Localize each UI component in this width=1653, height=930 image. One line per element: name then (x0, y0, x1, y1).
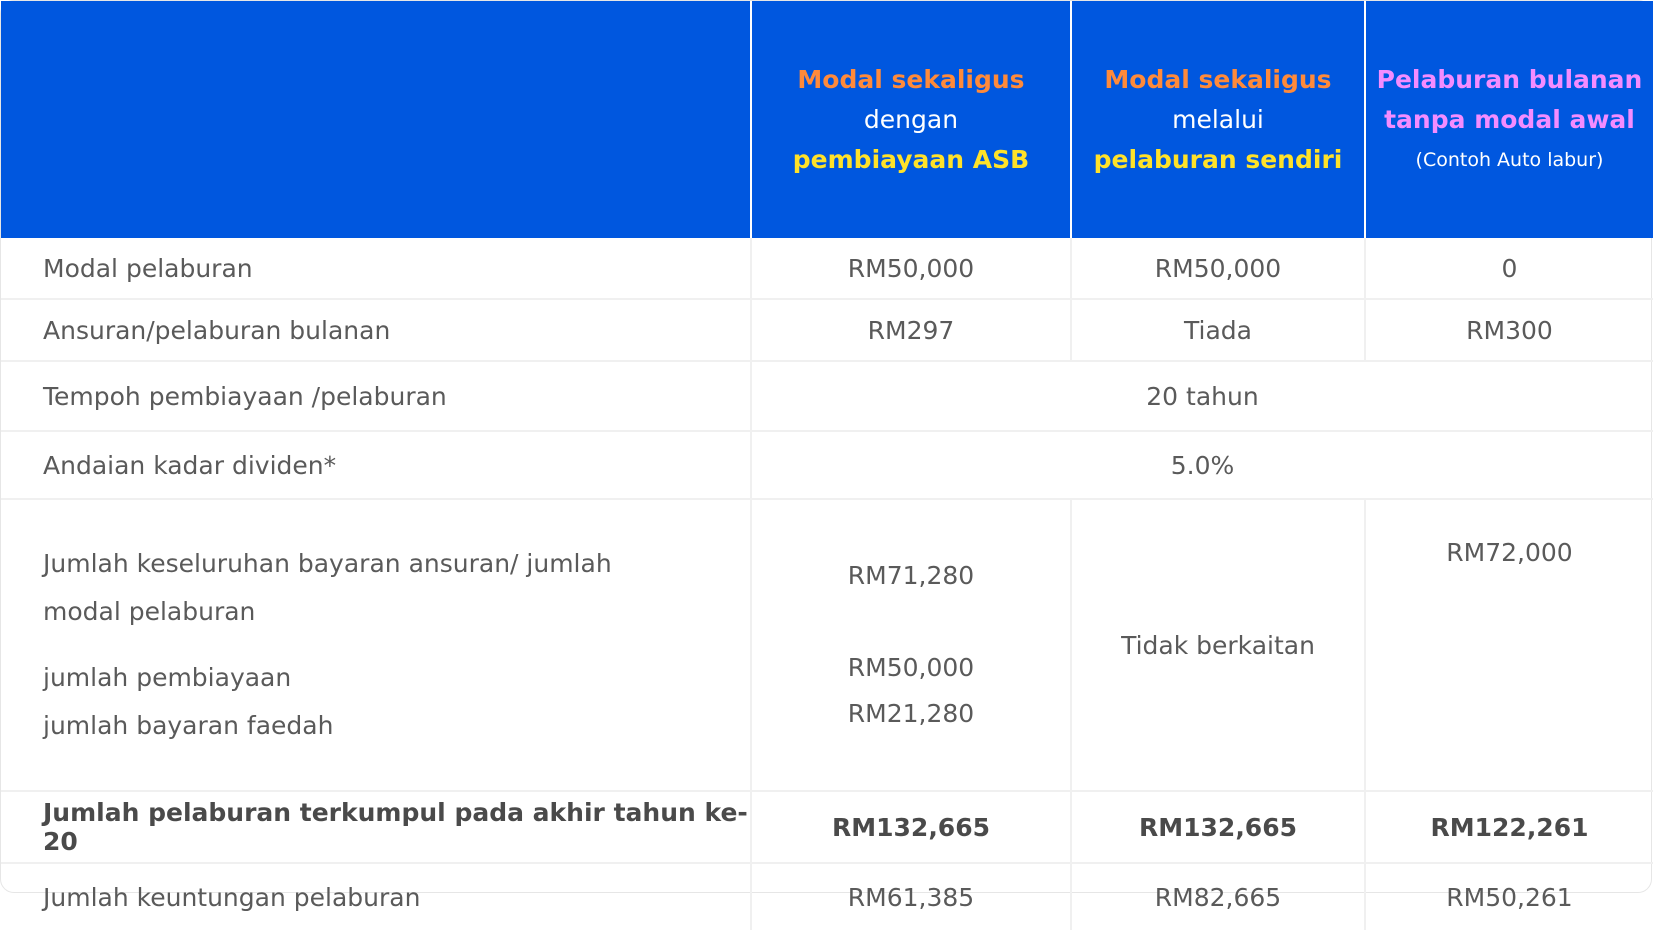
cell-col2: RM132,665 (1071, 791, 1365, 863)
row-label: Jumlah keuntungan pelaburan (1, 863, 751, 930)
header-col3-line3: (Contoh Auto labur) (1415, 148, 1604, 171)
header-col1-line3: pembiayaan ASB (792, 144, 1030, 174)
header-asb-financing (751, 1, 1071, 238)
cell-col1: RM50,000 (751, 238, 1071, 299)
header-col2-line2: melalui (1172, 104, 1264, 134)
investment-comparison-table (1, 1, 1653, 930)
row-label-block (1, 499, 751, 791)
cell-col1: RM132,665 (751, 791, 1071, 863)
row-sublabel-2: jumlah bayaran faedah (43, 711, 334, 740)
cell-col3: 0 (1365, 238, 1653, 299)
table-row-tempoh (1, 361, 1653, 431)
cell-col2: Tiada (1071, 299, 1365, 361)
header-col2-line3: pelaburan sendiri (1093, 144, 1343, 174)
cell-col3: RM72,000 (1365, 499, 1653, 791)
cell-col1-sub1: RM50,000 (847, 653, 975, 682)
header-col2-line1: Modal sekaligus (1104, 64, 1332, 94)
cell-col1: RM297 (751, 299, 1071, 361)
cell-merged: 20 tahun (751, 361, 1653, 431)
row-sublabel-1: jumlah pembiayaan (43, 663, 292, 692)
table-row-keuntungan (1, 863, 1653, 930)
row-label: Jumlah pelaburan terkumpul pada akhir tahun ke-20 (1, 791, 751, 863)
header-col1-line2: dengan (863, 104, 959, 134)
header-monthly-investment (1365, 1, 1653, 238)
table-row-dividen (1, 431, 1653, 499)
cell-col2: RM50,000 (1071, 238, 1365, 299)
row-label-line1: Jumlah keseluruhan bayaran ansuran/ jumlah (43, 549, 612, 578)
cell-col2: Tidak berkaitan (1071, 499, 1365, 791)
row-label: Modal pelaburan (1, 238, 751, 299)
row-label: Andaian kadar dividen* (1, 431, 751, 499)
cell-col3: RM122,261 (1365, 791, 1653, 863)
table-row-modal (1, 238, 1653, 299)
cell-merged: 5.0% (751, 431, 1653, 499)
cell-col1-sub2: RM21,280 (847, 699, 975, 728)
header-col3-line1: Pelaburan bulanan (1376, 64, 1643, 94)
table-row-jumlah-bayaran (1, 499, 1653, 791)
cell-col1: RM61,385 (751, 863, 1071, 930)
header-own-investment (1071, 1, 1365, 238)
header-empty-cell (1, 1, 751, 238)
table-row-terkumpul (1, 791, 1653, 863)
row-label: Tempoh pembiayaan /pelaburan (1, 361, 751, 431)
cell-col3: RM50,261 (1446, 882, 1573, 912)
header-col1-line1: Modal sekaligus (797, 64, 1025, 94)
cell-col1-total: RM71,280 (847, 561, 975, 590)
cell-col3: RM300 (1365, 299, 1653, 361)
table-header-row (1, 1, 1653, 238)
cell-col2: RM82,665 (1071, 863, 1365, 930)
header-col3-line2: tanpa modal awal (1384, 104, 1635, 134)
row-label: Ansuran/pelaburan bulanan (1, 299, 751, 361)
table-row-ansuran (1, 299, 1653, 361)
row-label-line2: modal pelaburan (43, 597, 256, 626)
cell-col1-block (751, 499, 1071, 791)
